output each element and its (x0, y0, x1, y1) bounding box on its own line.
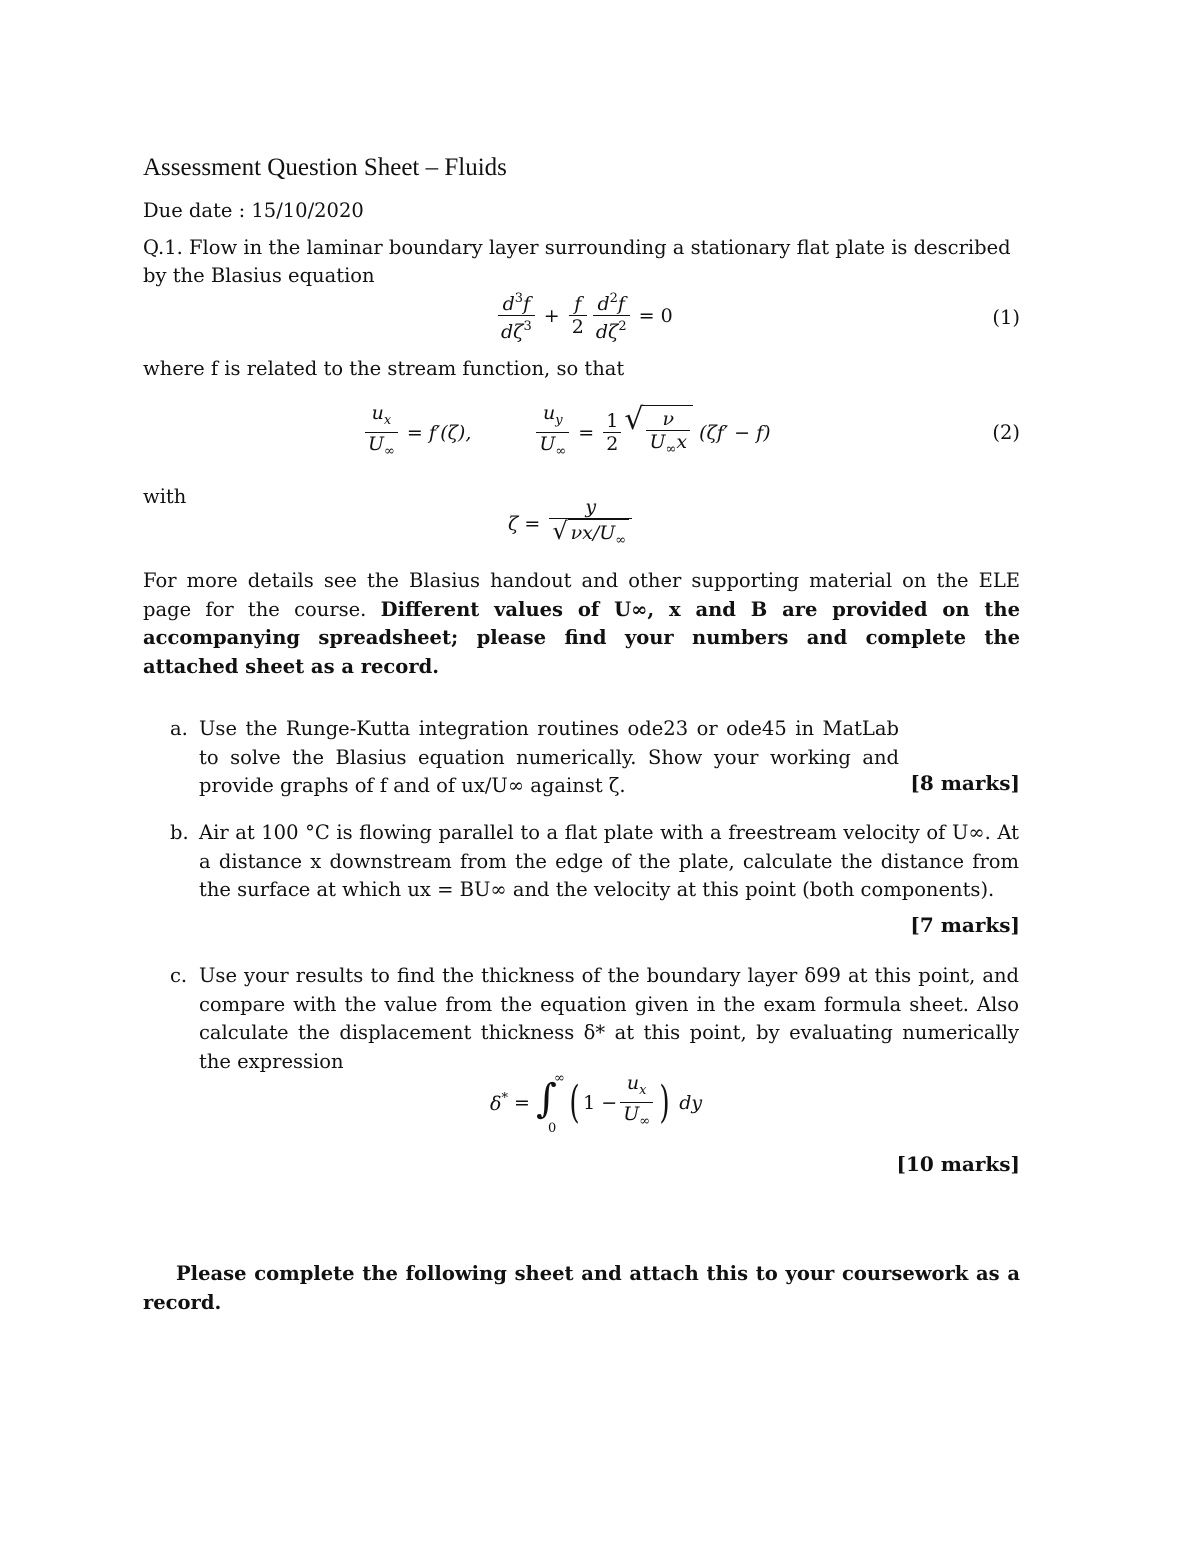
part-a (170, 715, 1020, 805)
part-a-text: Use the Runge-Kutta integration routines ode23 or ode45 in MatLab to solve the Blasius equation numerically. Show your working and provide graphs of f and of ux/U∞ against ζ. (199, 717, 899, 797)
page-title: Assessment Question Sheet – Fluids (143, 154, 507, 181)
details-bold-text: Different values of U∞, x and B are provided on the accompanying spreadsheet; please find your numbers and complete the attached sheet as a record. (143, 597, 1021, 678)
equation-number-2: (2) (992, 421, 1020, 444)
blasius-equation: $\frac{d^3f}{d\zeta^3}$ + $\frac{f}{2}$ $\frac{d^2f}{d\zeta^2}$ = 0 (495, 288, 673, 343)
velocity-equations: $\frac{u_x}{U_\infty}$ = f′(ζ), $\frac{u_y}{U_\infty}$ = $\frac{1}{2}$ √ $\frac{\nu}{U_\infty x}$ (ζf′ − f) (362, 402, 771, 463)
question-intro-line1: Q.1. Flow in the laminar boundary layer surrounding a stationary flat plate is described (143, 236, 1011, 259)
question-intro-line2: by the Blasius equation (143, 264, 375, 287)
details-plain-text: For more details see the Blasius handout and other supporting material on the ELE page for the course. (143, 569, 1020, 621)
where-text: where f is related to the stream function, so that (143, 357, 625, 380)
part-c-text: Use your results to find the thickness of the boundary layer δ99 at this point, and compare with the value from the equation given in the exam formula sheet. Also calculate the displacement thickness δ* at this point, by evaluating numerically the expression (199, 964, 1019, 1073)
displacement-thickness-integral: δ* = ∫ ∞ 0 ( 1 − $\frac{u_x}{U_\infty}$ ) dy (490, 1070, 703, 1136)
part-c-marks: [10 marks] (896, 1152, 1020, 1176)
part-b-marks: [7 marks] (910, 913, 1020, 937)
with-text: with (143, 485, 187, 508)
part-c (170, 962, 1020, 1082)
part-b-text: Air at 100 °C is flowing parallel to a flat plate with a freestream velocity of U∞. At a distance x downstream from the edge of the plate, calculate the distance from the surface at which ux = BU∞ and the velocity at this point (both components). (199, 821, 1019, 901)
details-paragraph (143, 567, 1020, 681)
part-a-label: a. (170, 717, 188, 740)
part-b (170, 819, 1020, 909)
due-date: Due date : 15/10/2020 (143, 199, 364, 222)
part-a-marks: [8 marks] (910, 771, 1020, 795)
zeta-definition: ζ = y √ $\nu x/U_\infty$ (508, 496, 635, 552)
part-b-label: b. (170, 821, 189, 844)
part-c-label: c. (170, 964, 188, 987)
equation-number-1: (1) (992, 306, 1020, 329)
footer-instruction: Please complete the following sheet and attach this to your coursework as a record. (143, 1262, 1020, 1314)
